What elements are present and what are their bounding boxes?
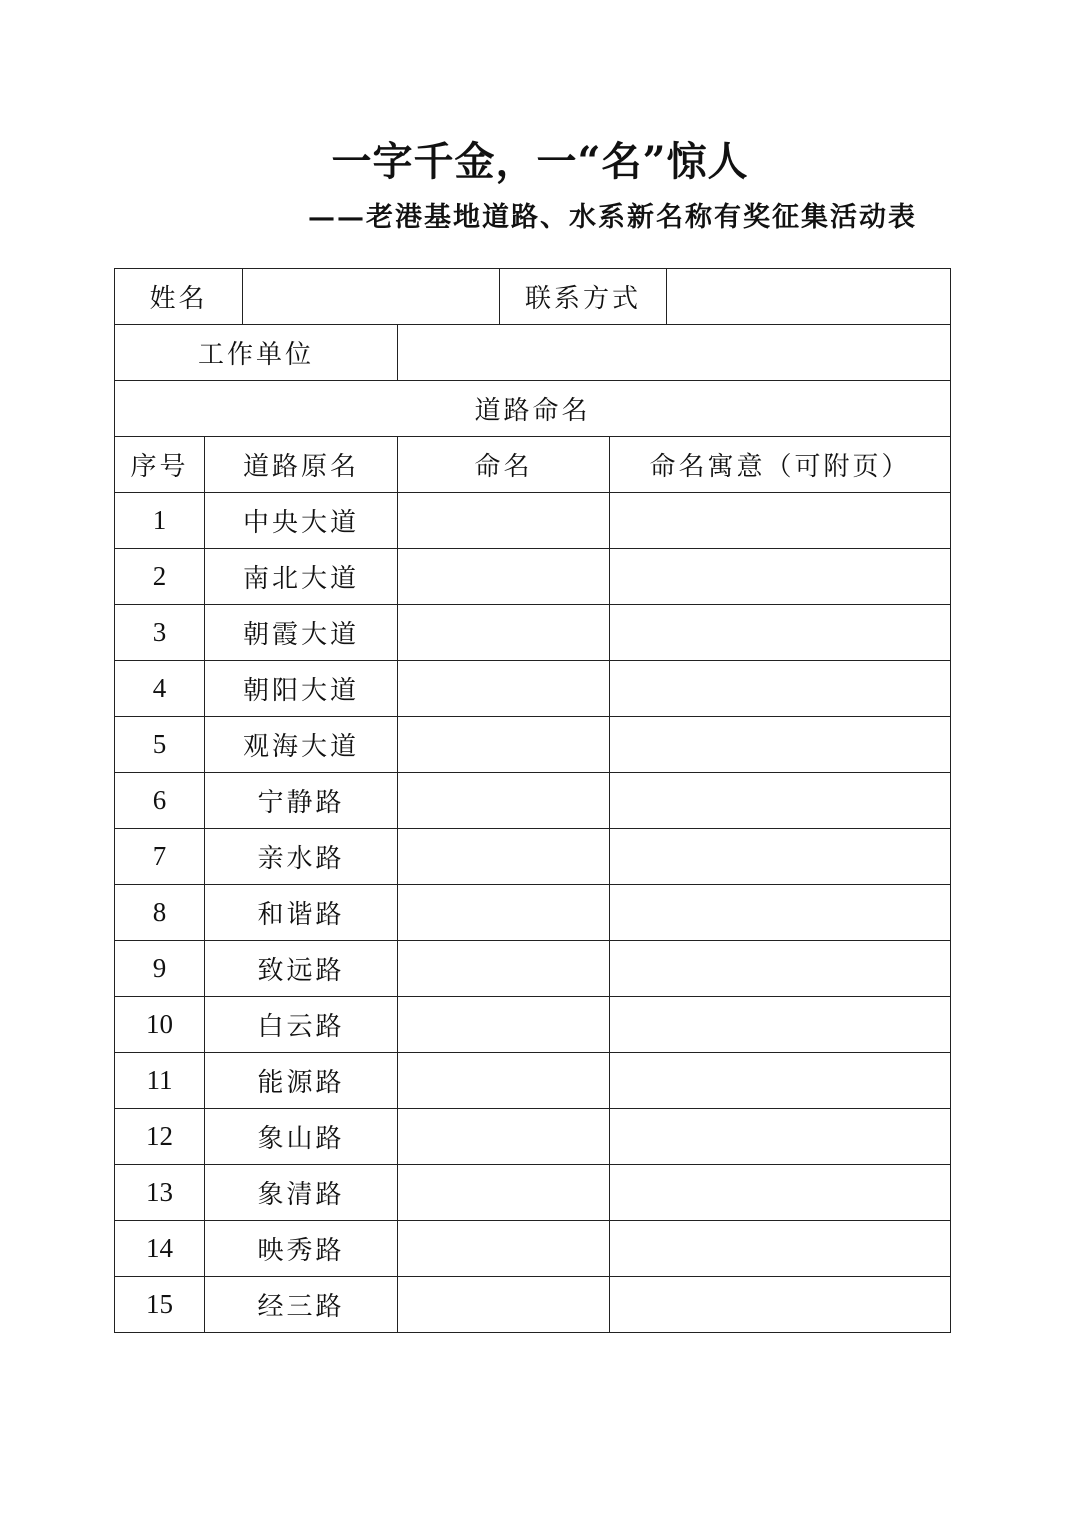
new-name-field[interactable]	[398, 941, 610, 997]
original-road-name: 经三路	[205, 1277, 398, 1333]
new-name-field[interactable]	[398, 1109, 610, 1165]
name-meaning-field[interactable]	[610, 1053, 951, 1109]
original-road-name: 朝阳大道	[205, 661, 398, 717]
row-number: 9	[115, 941, 205, 997]
name-field[interactable]	[243, 269, 500, 325]
header-meaning: 命名寓意（可附页）	[610, 437, 951, 493]
name-meaning-field[interactable]	[610, 1165, 951, 1221]
page-subtitle: ——老港基地道路、水系新名称有奖征集活动表	[308, 202, 917, 233]
original-road-name: 象清路	[205, 1165, 398, 1221]
row-number: 5	[115, 717, 205, 773]
table-row	[115, 661, 951, 717]
header-new-name: 命名	[398, 437, 610, 493]
row-number: 13	[115, 1165, 205, 1221]
name-meaning-field[interactable]	[610, 1277, 951, 1333]
original-road-name: 亲水路	[205, 829, 398, 885]
new-name-field[interactable]	[398, 829, 610, 885]
row-number: 8	[115, 885, 205, 941]
name-meaning-field[interactable]	[610, 493, 951, 549]
personal-info-row	[115, 269, 951, 325]
row-number: 11	[115, 1053, 205, 1109]
header-original-name: 道路原名	[205, 437, 398, 493]
page-title: 一字千金，一“名”惊人	[331, 138, 749, 185]
table-row	[115, 1109, 951, 1165]
name-meaning-field[interactable]	[610, 549, 951, 605]
name-meaning-field[interactable]	[610, 717, 951, 773]
original-road-name: 映秀路	[205, 1221, 398, 1277]
name-label: 姓名	[115, 269, 243, 325]
original-road-name: 中央大道	[205, 493, 398, 549]
table-row	[115, 1221, 951, 1277]
name-meaning-field[interactable]	[610, 1221, 951, 1277]
new-name-field[interactable]	[398, 997, 610, 1053]
section-title-row	[115, 381, 951, 437]
table-row	[115, 773, 951, 829]
original-road-name: 致远路	[205, 941, 398, 997]
original-road-name: 能源路	[205, 1053, 398, 1109]
new-name-field[interactable]	[398, 773, 610, 829]
row-number: 12	[115, 1109, 205, 1165]
row-number: 10	[115, 997, 205, 1053]
work-unit-row	[115, 325, 951, 381]
original-road-name: 宁静路	[205, 773, 398, 829]
new-name-field[interactable]	[398, 1053, 610, 1109]
name-meaning-field[interactable]	[610, 997, 951, 1053]
name-meaning-field[interactable]	[610, 605, 951, 661]
table-row	[115, 885, 951, 941]
row-number: 1	[115, 493, 205, 549]
new-name-field[interactable]	[398, 1165, 610, 1221]
row-number: 15	[115, 1277, 205, 1333]
row-number: 3	[115, 605, 205, 661]
new-name-field[interactable]	[398, 661, 610, 717]
new-name-field[interactable]	[398, 1221, 610, 1277]
table-row	[115, 941, 951, 997]
work-unit-field[interactable]	[398, 325, 951, 381]
new-name-field[interactable]	[398, 1277, 610, 1333]
table-row	[115, 493, 951, 549]
table-row	[115, 1053, 951, 1109]
section-title: 道路命名	[115, 381, 951, 437]
new-name-field[interactable]	[398, 493, 610, 549]
row-number: 6	[115, 773, 205, 829]
new-name-field[interactable]	[398, 549, 610, 605]
work-unit-label: 工作单位	[115, 325, 398, 381]
new-name-field[interactable]	[398, 605, 610, 661]
table-header-row	[115, 437, 951, 493]
name-meaning-field[interactable]	[610, 829, 951, 885]
header-no: 序号	[115, 437, 205, 493]
name-meaning-field[interactable]	[610, 773, 951, 829]
name-meaning-field[interactable]	[610, 885, 951, 941]
name-meaning-field[interactable]	[610, 1109, 951, 1165]
naming-form-table	[114, 268, 951, 1333]
original-road-name: 南北大道	[205, 549, 398, 605]
original-road-name: 观海大道	[205, 717, 398, 773]
original-road-name: 象山路	[205, 1109, 398, 1165]
original-road-name: 和谐路	[205, 885, 398, 941]
table-row	[115, 717, 951, 773]
new-name-field[interactable]	[398, 885, 610, 941]
new-name-field[interactable]	[398, 717, 610, 773]
name-meaning-field[interactable]	[610, 941, 951, 997]
contact-label: 联系方式	[500, 269, 667, 325]
table-row	[115, 1165, 951, 1221]
row-number: 4	[115, 661, 205, 717]
original-road-name: 白云路	[205, 997, 398, 1053]
contact-field[interactable]	[667, 269, 951, 325]
table-row	[115, 1277, 951, 1333]
table-row	[115, 605, 951, 661]
row-number: 7	[115, 829, 205, 885]
table-row	[115, 997, 951, 1053]
table-row	[115, 549, 951, 605]
original-road-name: 朝霞大道	[205, 605, 398, 661]
name-meaning-field[interactable]	[610, 661, 951, 717]
row-number: 2	[115, 549, 205, 605]
table-row	[115, 829, 951, 885]
row-number: 14	[115, 1221, 205, 1277]
